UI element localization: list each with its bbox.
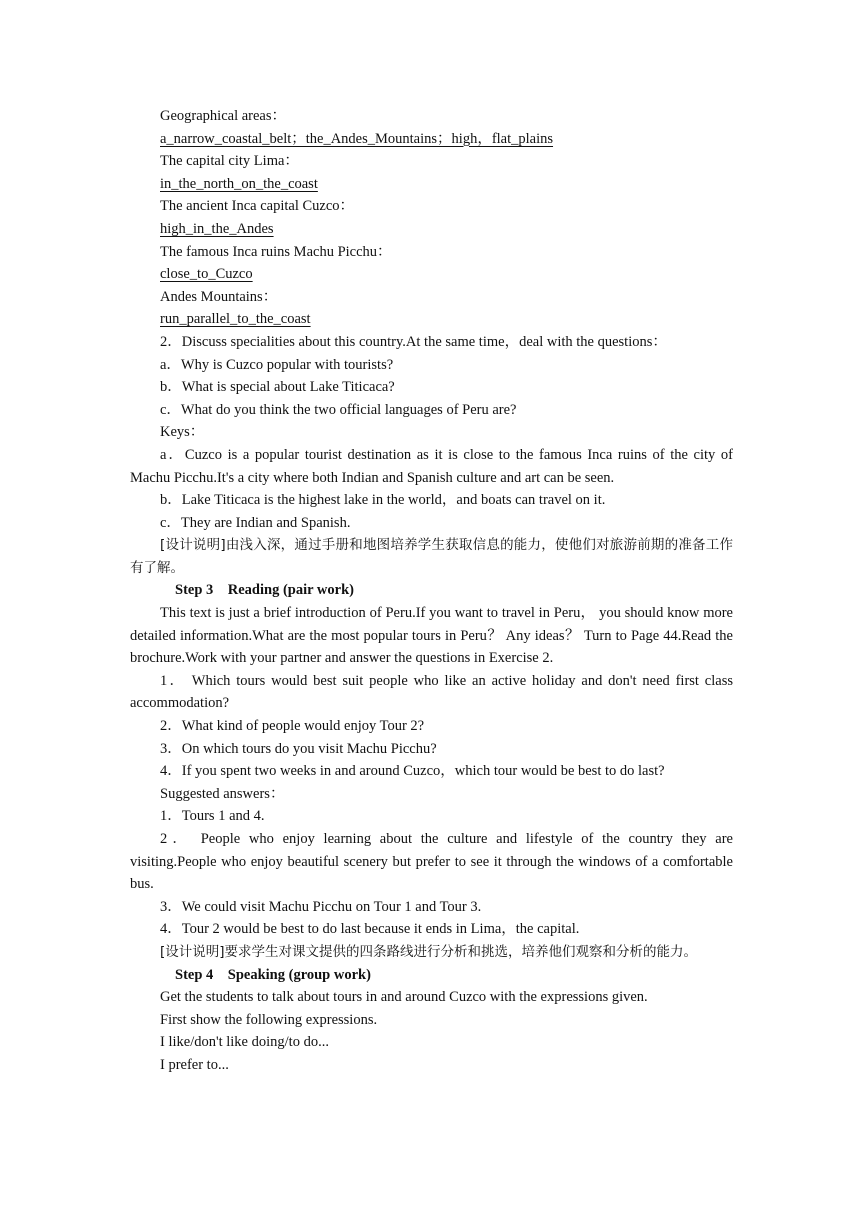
geo-answer: a_narrow_coastal_belt；the_Andes_Mountains；high，flat_plains	[160, 130, 554, 147]
andes-label: Andes Mountains：	[160, 288, 278, 305]
design-note-1: [设计说明]由浅入深，通过手册和地图培养学生获取信息的能力，使他们对旅游前期的准备工作有了解。	[130, 537, 733, 576]
question-c: c．What do you think the two official languages of Peru are?	[160, 401, 517, 418]
step3-answer-4: 4．Tour 2 would be best to do last because it ends in Lima，the capital.	[160, 921, 580, 938]
step4-line-2: First show the following expressions.	[160, 1011, 378, 1028]
step4-line-1: Get the students to talk about tours in and around Cuzco with the expressions given.	[160, 989, 648, 1006]
step3-question-1: 1． Which tours would best suit people who like an active holiday and don't need first class accommodation?	[130, 672, 733, 712]
machu-label: The famous Inca ruins Machu Picchu：	[160, 243, 392, 260]
step4-line-4: I prefer to...	[160, 1056, 229, 1073]
step3-question-2: 2．What kind of people would enjoy Tour 2?	[160, 718, 425, 735]
design-note-2: [设计说明]要求学生对课文提供的四条路线进行分析和挑选，培养他们观察和分析的能力。	[160, 943, 698, 960]
document-body	[130, 105, 733, 1077]
step3-heading: Step 3 Reading (pair work)	[175, 582, 354, 599]
geo-label: Geographical areas：	[160, 108, 287, 124]
suggested-answers-label: Suggested answers：	[160, 785, 285, 802]
question-a: a．Why is Cuzco popular with tourists?	[160, 356, 394, 373]
keys-label: Keys：	[160, 424, 205, 441]
step3-answer-1: 1．Tours 1 and 4.	[160, 808, 265, 825]
key-a: a．Cuzco is a popular tourist destination as it is close to the famous Inca ruins of the city of Machu Picchu.It's a city where both Indian and Spanish culture and art can be seen.	[130, 446, 733, 486]
cuzco-answer: high_in_the_Andes	[160, 220, 274, 237]
question-b: b．What is special about Lake Titicaca?	[160, 379, 395, 396]
step3-answer-2: 2． People who enjoy learning about the culture and lifestyle of the country they are visiting.People who enjoy beautiful scenery but prefer to see it through the windows of a comfortable bus.	[130, 831, 733, 893]
lima-label: The capital city Lima：	[160, 153, 299, 170]
step3-answer-3: 3．We could visit Machu Picchu on Tour 1 and Tour 3.	[160, 898, 482, 915]
step3-intro: This text is just a brief introduction of Peru.If you want to travel in Peru， you should know more detailed information.What are the most popular tours in Peru？ Any ideas？ Turn to Page 44.Read the brochure.Work with your partner and answer the questions in Exercise 2.	[130, 605, 733, 667]
lima-answer: in_the_north_on_the_coast	[160, 175, 318, 192]
cuzco-label: The ancient Inca capital Cuzco：	[160, 198, 355, 215]
step4-line-3: I like/don't like doing/to do...	[160, 1034, 329, 1051]
step3-question-4: 4．If you spent two weeks in and around Cuzco，which tour would be best to do last?	[160, 763, 665, 780]
key-b: b．Lake Titicaca is the highest lake in the world，and boats can travel on it.	[160, 492, 606, 509]
andes-answer: run_parallel_to_the_coast	[160, 311, 311, 328]
step3-question-3: 3．On which tours do you visit Machu Picchu?	[160, 740, 437, 757]
machu-answer: close_to_Cuzco	[160, 266, 253, 283]
discussion-instruction: 2．Discuss specialities about this country.At the same time，deal with the questions：	[160, 333, 667, 350]
key-c: c．They are Indian and Spanish.	[160, 514, 351, 531]
step4-heading: Step 4 Speaking (group work)	[175, 966, 371, 983]
